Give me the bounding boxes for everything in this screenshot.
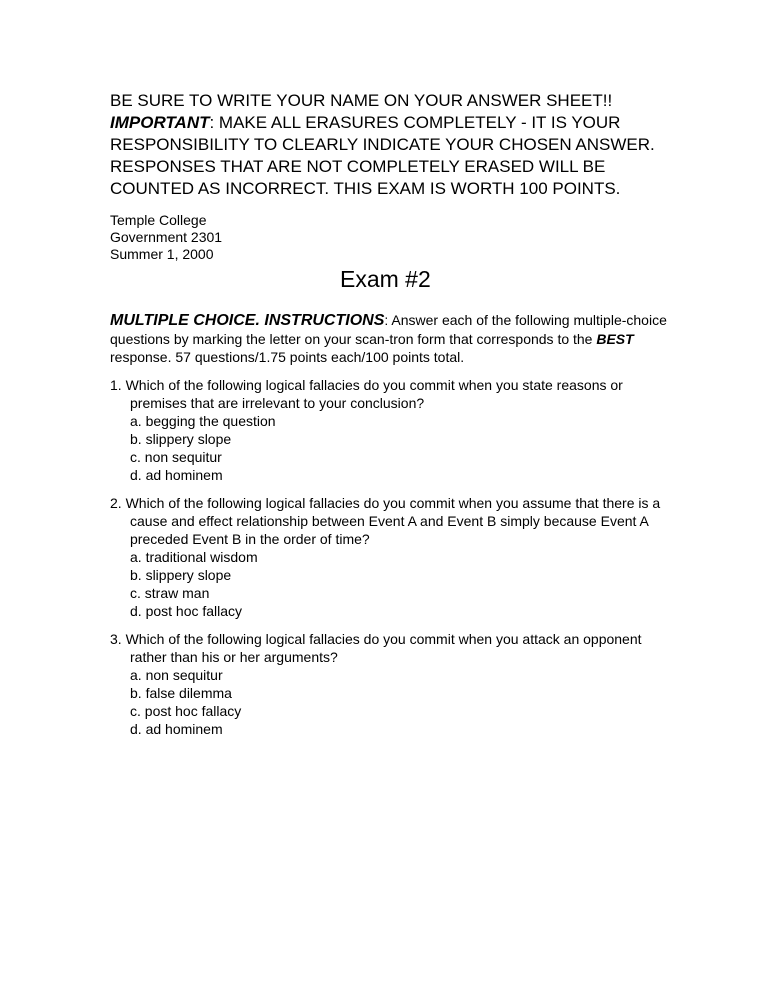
answer-option: c. post hoc fallacy: [130, 703, 242, 719]
answer-option: d. ad hominem: [130, 721, 223, 737]
instructions: [110, 311, 670, 366]
instructions-text-before: : Answer each of the following multiple-choice questions by marking the letter on your scan-tron form that corresponds to the: [110, 312, 667, 347]
question-stem: 2. Which of the following logical fallacies do you commit when you assume that there is a cause and effect relationship between Event A and Event B simply because Event A preceded Event B in the order of time?: [110, 495, 661, 547]
answer-option: d. post hoc fallacy: [130, 603, 243, 619]
question-1: [110, 376, 670, 484]
exam-page: [110, 90, 670, 738]
name-reminder: BE SURE TO WRITE YOUR NAME ON YOUR ANSWER SHEET!!: [110, 91, 613, 110]
question-stem: 1. Which of the following logical fallacies do you commit when you state reasons or premises that are irrelevant to your conclusion?: [110, 377, 623, 411]
answer-option: c. straw man: [130, 585, 210, 601]
answer-option: a. traditional wisdom: [130, 549, 258, 565]
important-text: : MAKE ALL ERASURES COMPLETELY - IT IS YOUR RESPONSIBILITY TO CLEARLY INDICATE YOUR CHOSEN ANSWER. RESPONSES THAT ARE NOT COMPLETELY ERASED WILL BE COUNTED AS INCORRECT. THIS EXAM IS WORTH 100 POINTS.: [110, 113, 655, 198]
instructions-heading: MULTIPLE CHOICE. INSTRUCTIONS: [110, 312, 385, 329]
question-stem: 3. Which of the following logical fallacies do you commit when you attack an opponent rather than his or her arguments?: [110, 631, 642, 665]
course-info: [110, 212, 670, 263]
answer-option: b. slippery slope: [130, 567, 232, 583]
answer-option: a. begging the question: [130, 413, 276, 429]
question-3: [110, 630, 670, 738]
important-notice: [110, 112, 670, 200]
warning-block: [110, 90, 670, 200]
institution: Temple College: [110, 212, 207, 228]
answer-option: b. slippery slope: [130, 431, 232, 447]
term: Summer 1, 2000: [110, 246, 214, 262]
instructions-text-after: response. 57 questions/1.75 points each/100 points total.: [110, 349, 465, 365]
page-title: Exam #2: [340, 266, 431, 292]
instructions-emphasis: BEST: [596, 331, 634, 347]
answer-option: c. non sequitur: [130, 449, 222, 465]
course-name: Government 2301: [110, 229, 223, 245]
answer-option: d. ad hominem: [130, 467, 223, 483]
answer-option: a. non sequitur: [130, 667, 223, 683]
important-label: IMPORTANT: [110, 113, 210, 132]
answer-option: b. false dilemma: [130, 685, 232, 701]
question-2: [110, 494, 670, 620]
